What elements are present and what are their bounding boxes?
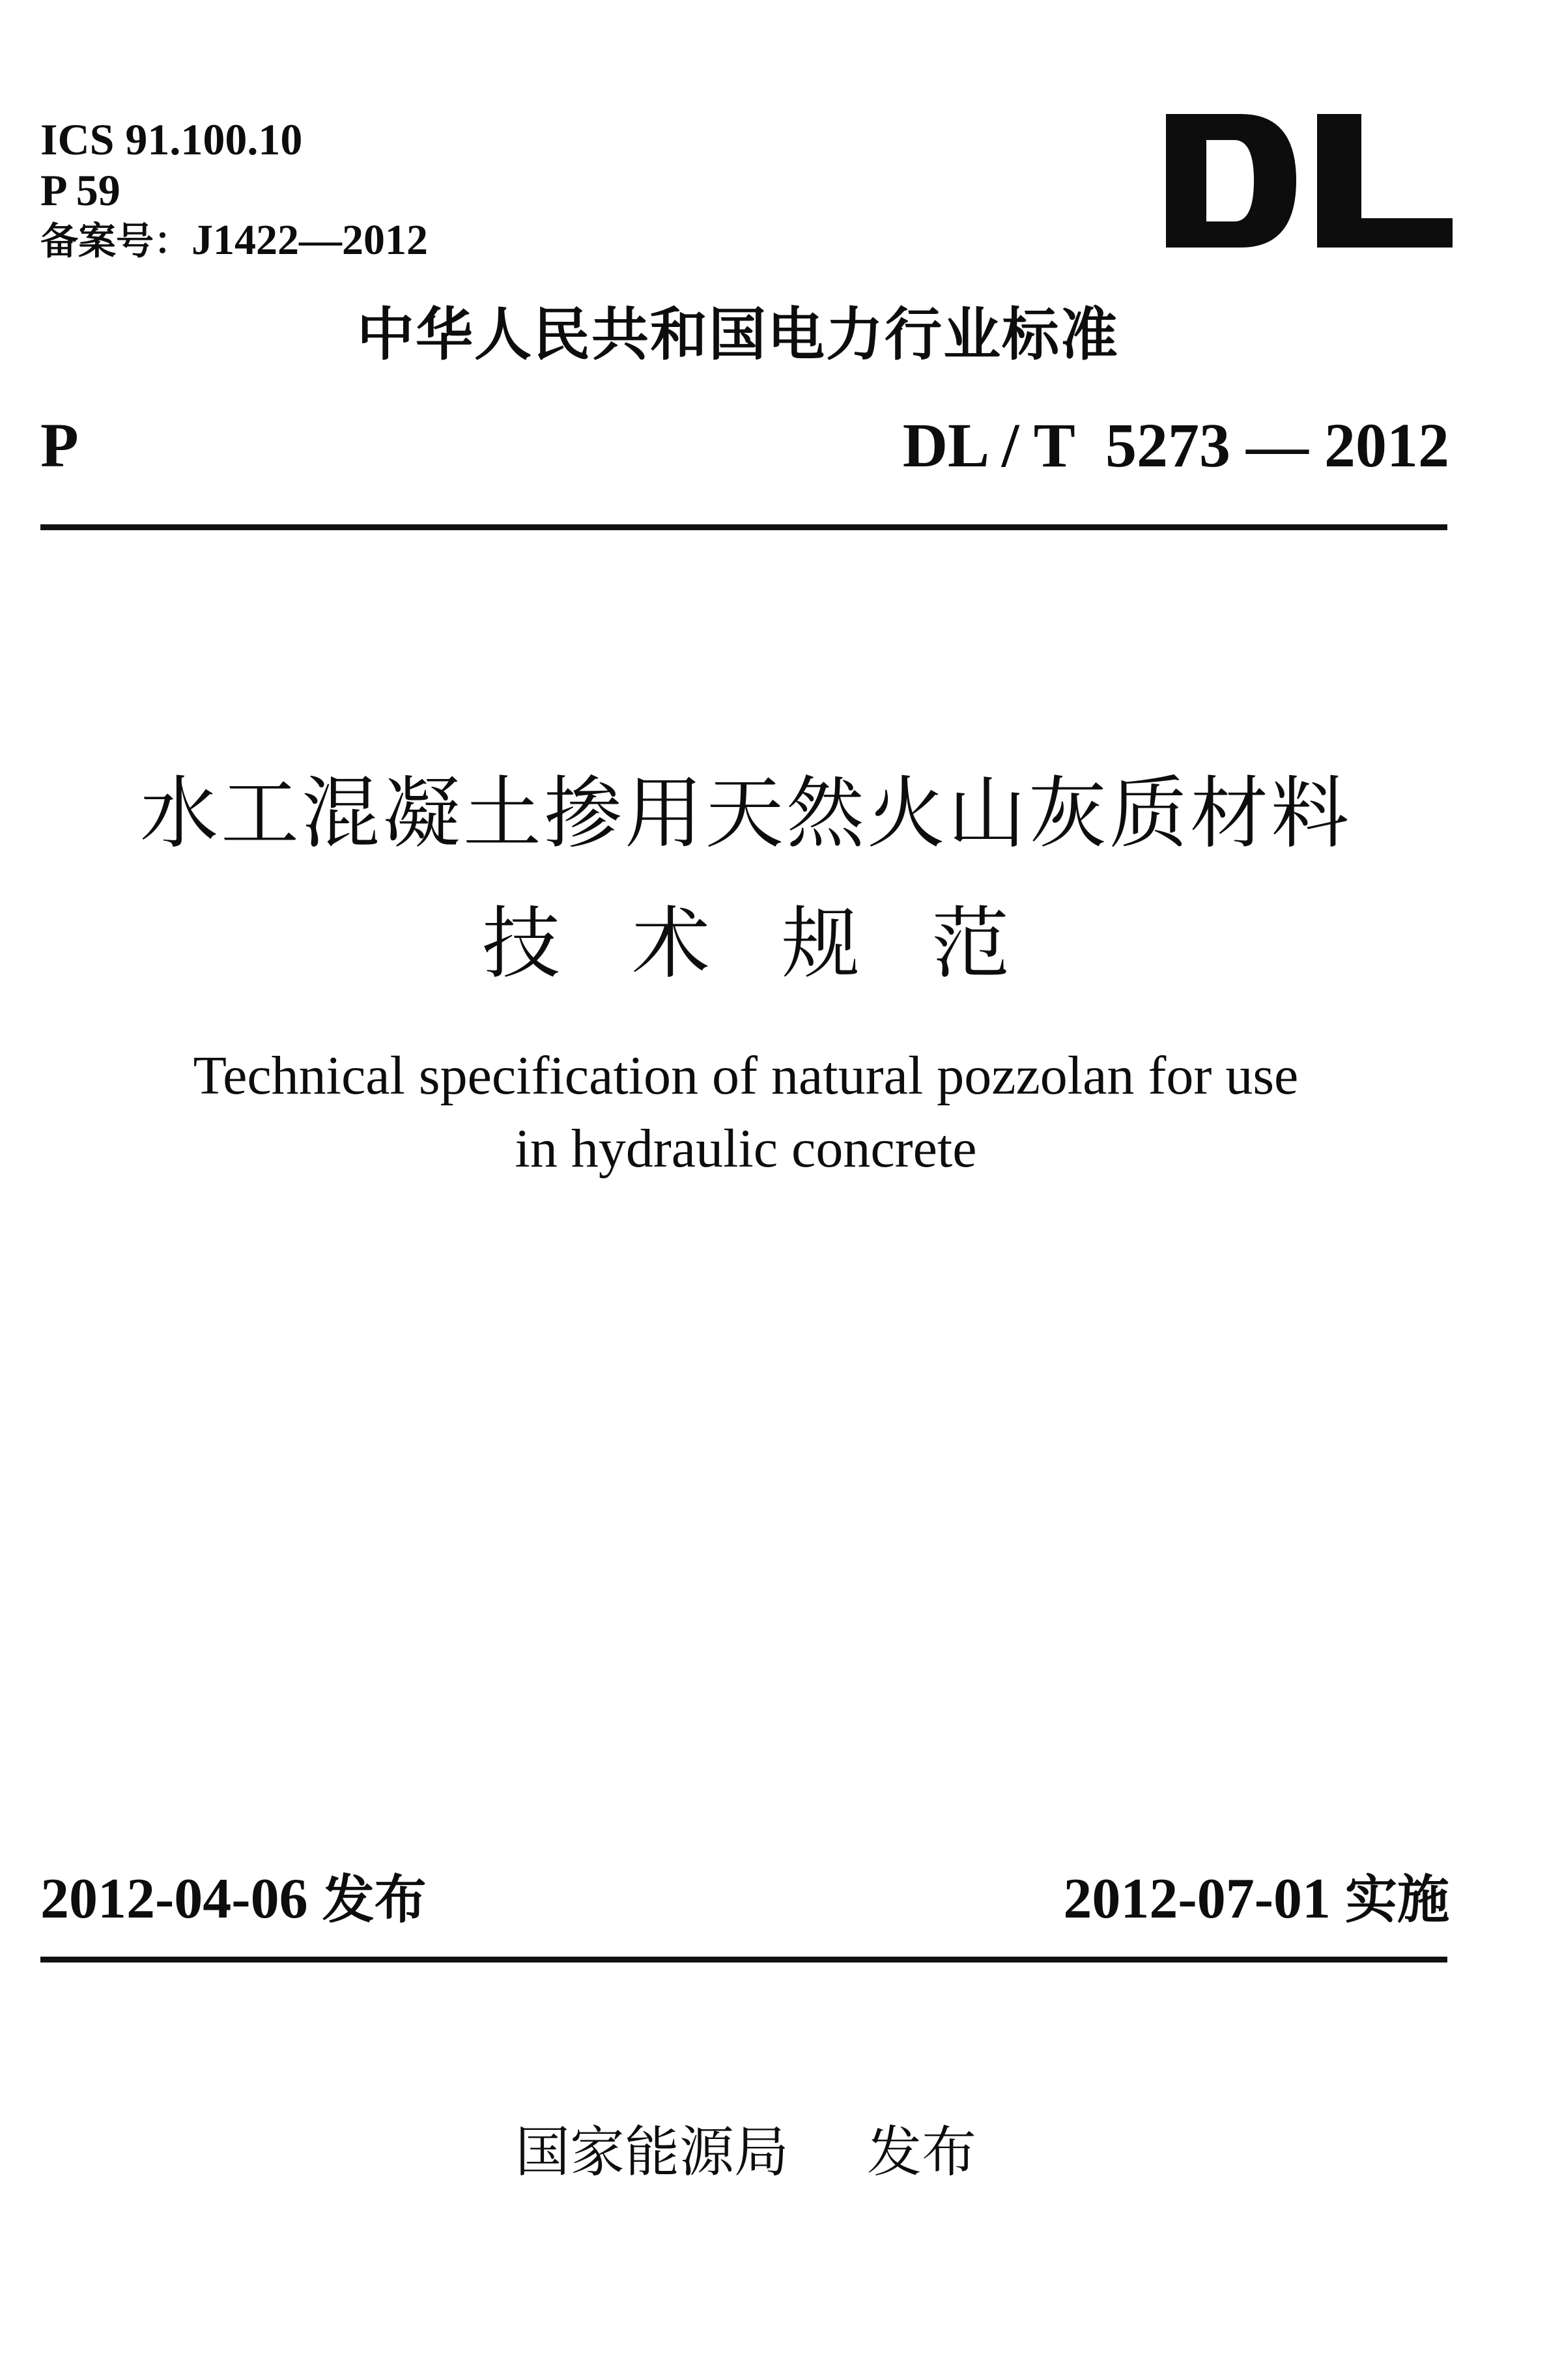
category-letter: P bbox=[40, 410, 79, 480]
issue-label: 发布 bbox=[322, 1869, 427, 1930]
issue-date: 2012-04-06 bbox=[40, 1867, 308, 1931]
filing-number-line bbox=[40, 216, 429, 264]
title-chinese-line-1: 水工混凝土掺用天然火山灰质材料 bbox=[140, 769, 1352, 859]
class-code: P 59 bbox=[40, 165, 121, 215]
implementation-label: 实施 bbox=[1345, 1869, 1449, 1930]
footer-divider bbox=[40, 1957, 1447, 1962]
filing-label: 备案号： bbox=[40, 219, 192, 263]
issue-date-line bbox=[40, 1867, 427, 1931]
implementation-date-line bbox=[1063, 1867, 1449, 1931]
filing-number: J1422—2012 bbox=[192, 216, 429, 264]
header-divider bbox=[40, 524, 1447, 530]
dl-logo bbox=[1166, 114, 1453, 248]
ics-code: ICS 91.100.10 bbox=[40, 115, 303, 164]
publisher-name: 国家能源局 bbox=[515, 2120, 789, 2184]
implementation-date: 2012-07-01 bbox=[1063, 1867, 1331, 1931]
title-english-line-1: Technical specification of natural pozzolan for use bbox=[193, 1045, 1299, 1106]
industry-standard-title: 中华人民共和国电力行业标准 bbox=[357, 301, 1120, 368]
title-chinese-line-2: 技术规范 bbox=[482, 899, 1081, 989]
publisher-line bbox=[0, 2120, 1492, 2184]
publisher-action: 发布 bbox=[867, 2120, 977, 2184]
title-english-line-2: in hydraulic concrete bbox=[515, 1118, 977, 1179]
standard-number: DL / T 5273 — 2012 bbox=[902, 410, 1449, 480]
